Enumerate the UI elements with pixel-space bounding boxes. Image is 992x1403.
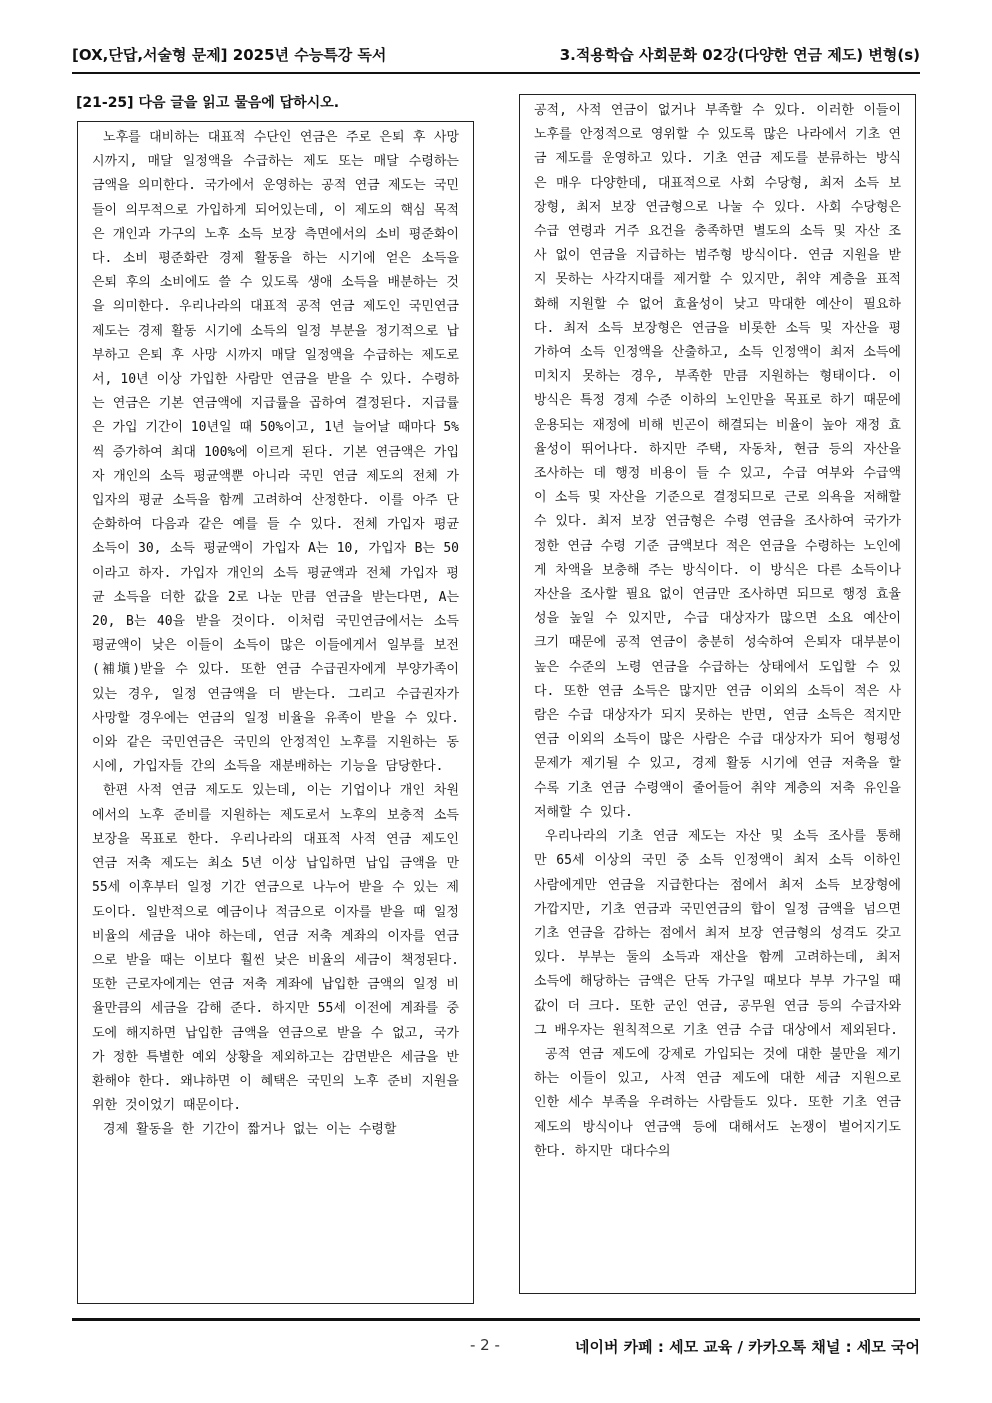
footer-credit: 네이버 카페 : 세모 교육 / 카카오톡 채널 : 세모 국어	[574, 1338, 920, 1356]
question-header: [21-25] 다음 글을 읽고 물음에 답하시오.	[76, 95, 340, 111]
header-subtitle: 3.적용학습 사회문화 02강(다양한 연금 제도) 변형(s)	[559, 46, 920, 64]
page-header	[72, 44, 920, 70]
passage-paragraph: 우리나라의 기초 연금 제도는 자산 및 소득 조사를 통해 만 65세 이상의 국민 중 소득 인정액이 최저 소득 이하인 사람에게만 연금을 지급한다는 점에서 최저 소득 보장형에 가깝지만, 기초 연금과 국민연금의 합이 일정 금액을 넘으면 기초 연금을 감하는 점에서 최저 보장 연금형의 성격도 갖고 있다. 부부는 둘의 소득과 재산을 함께 고려하는데, 최저 소득에 해당하는 금액은 단독 가구일 때보다 부부 가구일 때 값이 더 크다. 또한 군인 연금, 공무원 연금 등의 수급자와 그 배우자는 원칙적으로 기초 연금 수급 대상에서 제외된다.	[534, 829, 901, 1038]
page-number: - 2 -	[470, 1336, 500, 1354]
passage-paragraph: 노후를 대비하는 대표적 수단인 연금은 주로 은퇴 후 사망 시까지, 매달 일정액을 수급하는 제도 또는 매달 수령하는 금액을 의미한다. 국가에서 운영하는 공적 연금 제도는 국민들이 의무적으로 가입하게 되어있는데, 이 제도의 핵심 목적은 개인과 가구의 노후 소득 보장 측면에서의 소비 평준화이다. 소비 평준화란 경제 활동을 하는 시기에 얻은 소득을 은퇴 후의 소비에도 쓸 수 있도록 생애 소득을 배분하는 것을 의미한다. 우리나라의 대표적 공적 연금 제도인 국민연금 제도는 경제 활동 시기에 소득의 일정 부분을 정기적으로 납부하고 은퇴 후 사망 시까지 매달 일정액을 수급하는 제도로서, 10년 이상 가입한 사람만 연금을 받을 수 있다. 수령하는 연금은 기본 연금액에 지급률을 곱하여 결정된다. 지급률은 가입 기간이 10년일 때 50%이고, 1년 늘어날 때마다 5%씩 증가하여 최대 100%에 이르게 된다. 기본 연금액은 가입자 개인의 소득 평균액뿐 아니라 국민 연금 제도의 전체 가입자의 평균 소득을 함께 고려하여 산정한다. 이를 아주 단순화하여 다음과 같은 예를 들 수 있다. 전체 가입자 평균 소득이 30, 소득 평균액이 가입자 A는 10, 가입자 B는 50이라고 하자. 가입자 개인의 소득 평균액과 전체 가입자 평균 소득을 더한 값을 2로 나눈 만큼 연금을 받는다면, A는 20, B는 40을 받을 것이다. 이처럼 국민연금에서는 소득 평균액이 낮은 이들이 소득이 많은 이들에게서 일부를 보전(補塡)받을 수 있다. 또한 연금 수급권자에게 부양가족이 있는 경우, 일정 연금액을 더 받는다. 그리고 수급권자가 사망할 경우에는 연금의 일정 비율을 유족이 받을 수 있다. 이와 같은 국민연금은 국민의 안정적인 노후를 지원하는 동시에, 가입자들 간의 소득을 재분배하는 기능을 담당한다.	[92, 130, 459, 775]
page-footer	[72, 1336, 920, 1360]
passage-paragraph: 공적, 사적 연금이 없거나 부족할 수 있다. 이러한 이들이 노후를 안정적으로 영위할 수 있도록 많은 나라에서 기초 연금 제도를 운영하고 있다. 기초 연금 제도를 분류하는 방식은 매우 다양한데, 대표적으로 사회 수당형, 최저 소득 보장형, 최저 보장 연금형으로 나눌 수 있다. 사회 수당형은 수급 연령과 거주 요건을 충족하면 별도의 소득 및 자산 조사 없이 연금을 지급하는 범주형 방식이다. 연금 지원을 받지 못하는 사각지대를 제거할 수 있지만, 취약 계층을 표적화해 지원할 수 없어 효율성이 낮고 막대한 예산이 필요하다. 최저 소득 보장형은 연금을 비롯한 소득 및 자산을 평가하여 소득 인정액을 산출하고, 소득 인정액이 최저 소득에 미치지 못하는 경우, 부족한 만큼 지원하는 형태이다. 이 방식은 특정 경제 수준 이하의 노인만을 목표로 하기 때문에 운용되는 재정에 비해 빈곤이 해결되는 비율이 높아 재정 효율성이 뛰어나다. 하지만 주택, 자동차, 현금 등의 자산을 조사하는 데 행정 비용이 들 수 있고, 수급 여부와 수급액이 소득 및 자산을 기준으로 결정되므로 근로 의욕을 저해할 수 있다. 최저 보장 연금형은 수령 연금을 조사하여 국가가 정한 연금 수령 기준 금액보다 적은 연금을 수령하는 노인에게 차액을 보충해 주는 방식이다. 이 방식은 다른 소득이나 자산을 조사할 필요 없이 연금만 조사하면 되므로 행정 효율성을 높일 수 있지만, 수급 대상자가 많으면 소요 예산이 크기 때문에 공적 연금이 충분히 성숙하여 은퇴자 대부분이 높은 수준의 노령 연금을 수급하는 상태에서 도입할 수 있다. 또한 연금 소득은 많지만 연금 이외의 소득이 적은 사람은 수급 대상자가 되지 못하는 반면, 연금 소득은 적지만 연금 이외의 소득이 많은 사람은 수급 대상자가 되어 형평성 문제가 제기될 수 있고, 경제 활동 시기에 연금 저축을 할수록 기초 연금 수령액이 줄어들어 취약 계층의 저축 유인을 저해할 수 있다.	[534, 103, 901, 820]
footer-rule	[72, 1318, 920, 1321]
passage-paragraph: 한편 사적 연금 제도도 있는데, 이는 기업이나 개인 차원에서의 노후 준비를 지원하는 제도로서 노후의 보충적 소득 보장을 목표로 한다. 우리나라의 대표적 사적 연금 제도인 연금 저축 제도는 최소 5년 이상 납입하면 납입 금액을 만 55세 이후부터 일정 기간 연금으로 나누어 받을 수 있는 제도이다. 일반적으로 예금이나 적금으로 이자를 받을 때 일정 비율의 세금을 내야 하는데, 연금 저축 계좌의 이자를 연금으로 받을 때는 이보다 훨씬 낮은 비율의 세금이 책정된다. 또한 근로자에게는 연금 저축 계좌에 납입한 금액의 일정 비율만큼의 세금을 감해 준다. 하지만 55세 이전에 계좌를 중도에 해지하면 납입한 금액을 연금으로 받을 수 없고, 국가가 정한 특별한 예외 상황을 제외하고는 감면받은 세금을 반환해야 한다. 왜냐하면 이 혜택은 국민의 노후 준비 지원을 위한 것이었기 때문이다.	[92, 783, 459, 1114]
passage-paragraph: 공적 연금 제도에 강제로 가입되는 것에 대한 불만을 제기하는 이들이 있고, 사적 연금 제도에 대한 세금 지원으로 인한 세수 부족을 우려하는 사람들도 있다. 또한 기초 연금 제도의 방식이나 연금액 등에 대해서도 논쟁이 벌어지기도 한다. 하지만 대다수의	[534, 1046, 901, 1159]
header-rule	[72, 72, 920, 74]
passage-left-column	[77, 121, 474, 1304]
passage-paragraph: 경제 활동을 한 기간이 짧거나 없는 이는 수령할	[103, 1122, 397, 1138]
passage-right-column	[519, 94, 916, 1294]
header-title: [OX,단답,서술형 문제] 2025년 수능특강 독서	[72, 46, 387, 64]
